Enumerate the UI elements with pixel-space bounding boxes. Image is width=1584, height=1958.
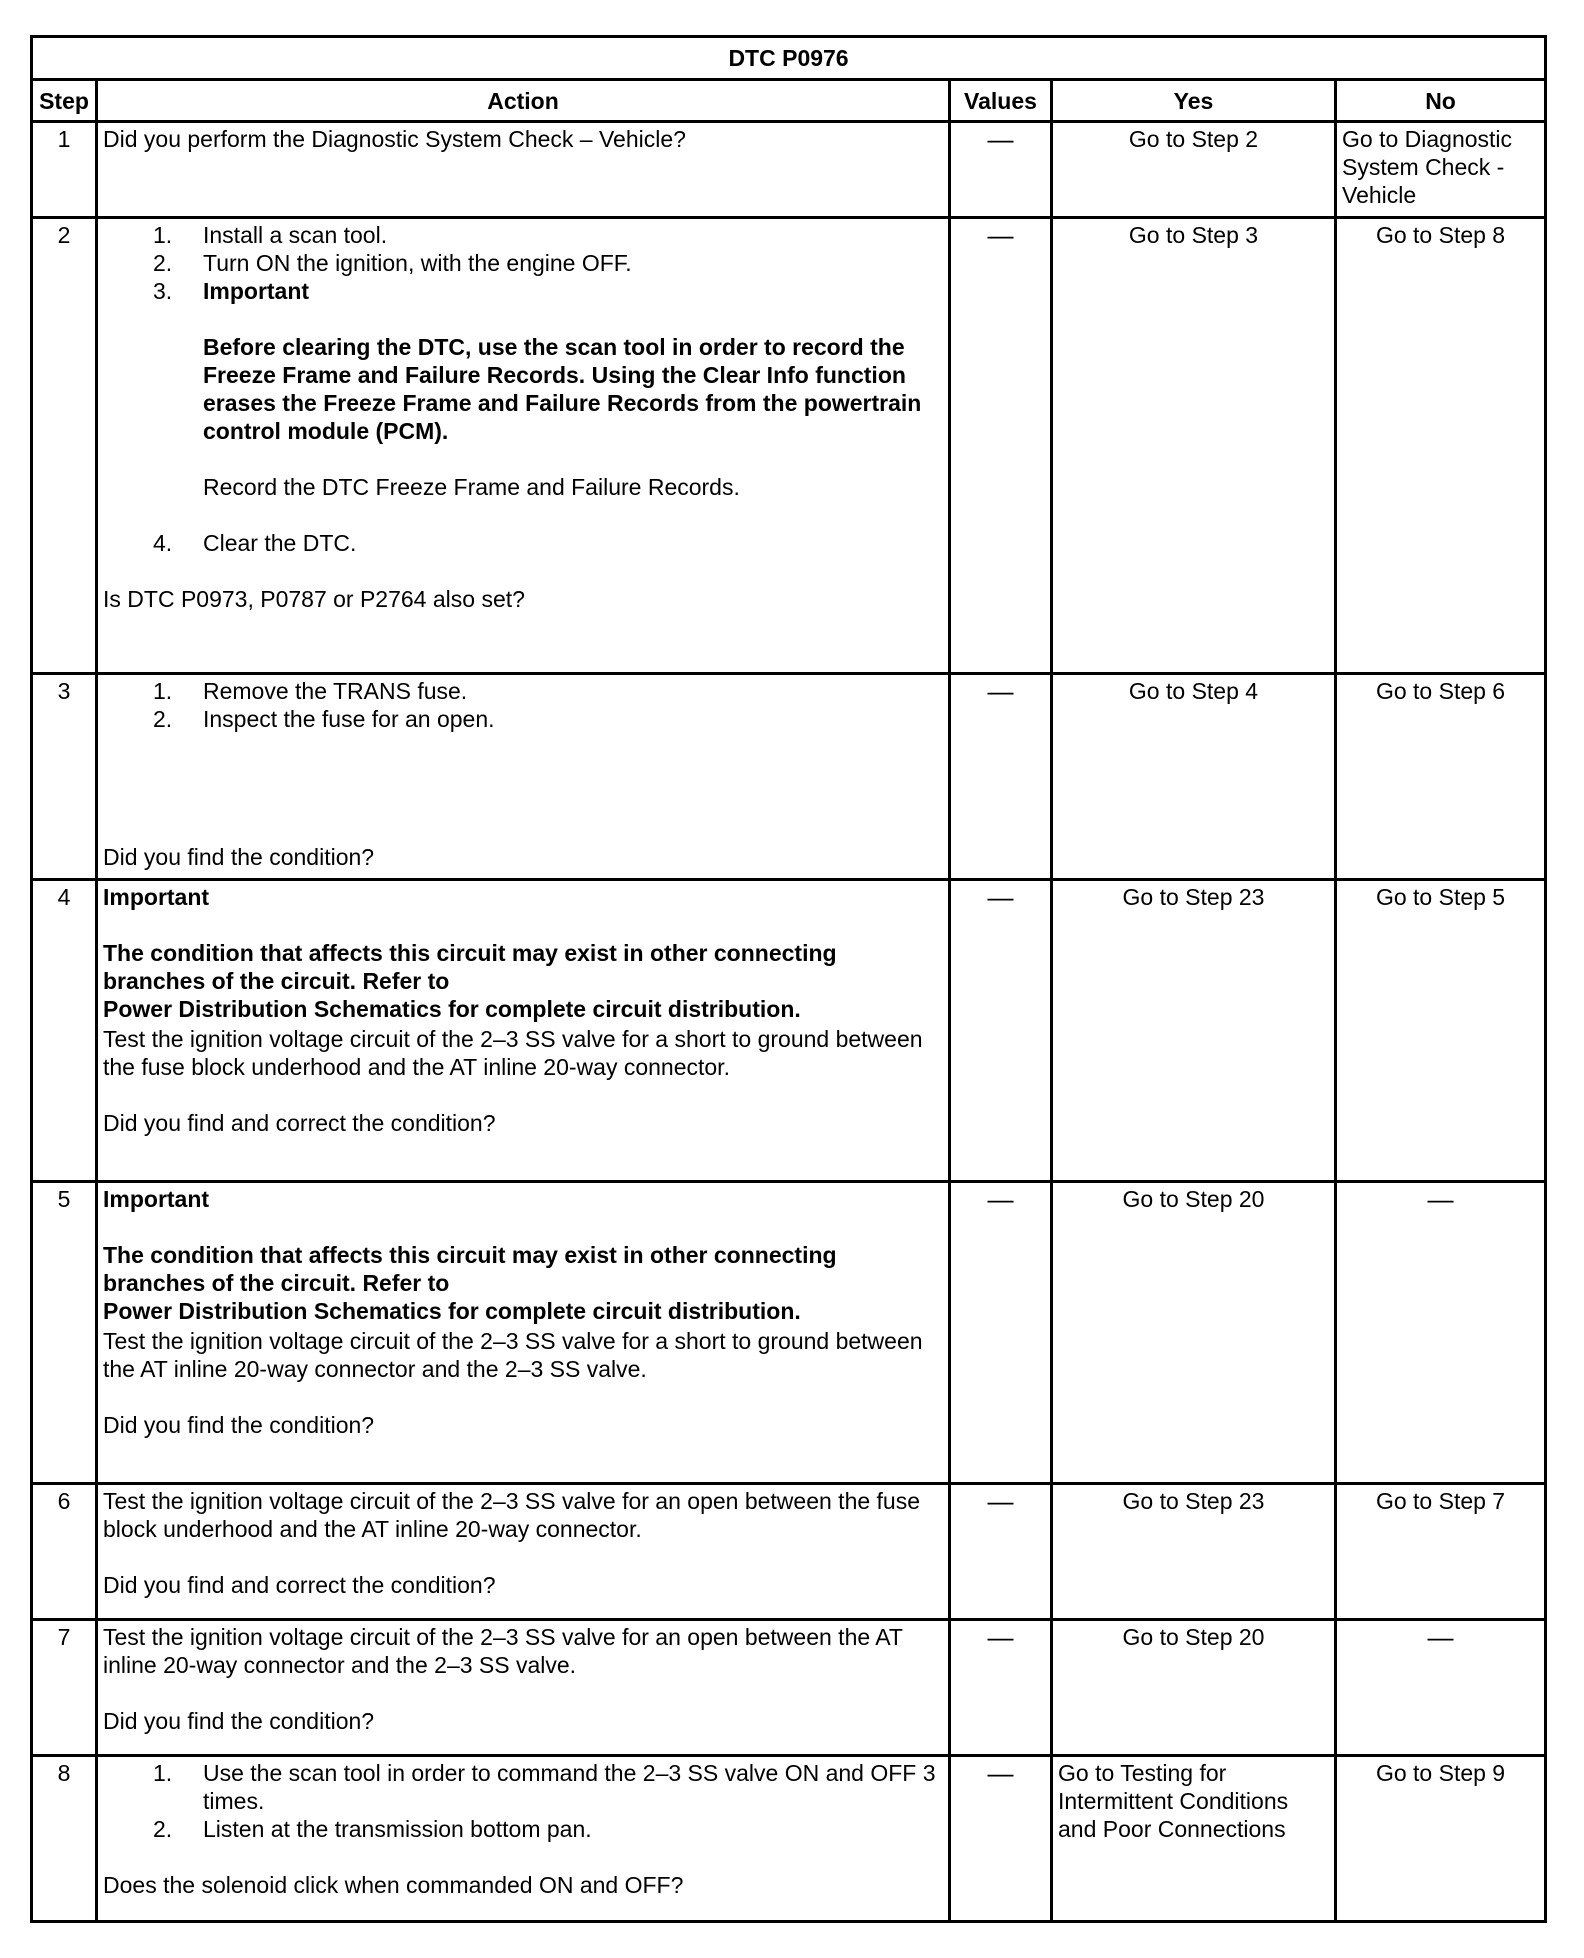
yes-link[interactable]: Go to Step 3	[1052, 218, 1336, 674]
action-list	[103, 1759, 943, 1843]
action-cell	[97, 674, 950, 880]
test-text: Test the ignition voltage circuit of the 2–3 SS valve for an open between the fuse block underhood and the AT inline 20-way connector.	[103, 1488, 921, 1542]
step-number: 5	[32, 1182, 97, 1484]
no-cell: —	[1336, 1620, 1546, 1756]
list-item: 2. Inspect the fuse for an open.	[153, 706, 495, 732]
list-item: 1. Remove the TRANS fuse.	[153, 678, 468, 704]
values-cell: —	[950, 1484, 1052, 1620]
table-row	[32, 218, 1546, 674]
header-action: Action	[97, 80, 950, 122]
action-cell	[97, 1484, 950, 1620]
record-text: Record the DTC Freeze Frame and Failure Records.	[203, 474, 740, 500]
yes-link[interactable]: Go to Step 20	[1052, 1182, 1336, 1484]
header-no: No	[1336, 80, 1546, 122]
test-text: Test the ignition voltage circuit of the 2–3 SS valve for a short to ground between the fuse block underhood and the AT inline 20-way connector.	[103, 1026, 923, 1080]
no-link[interactable]: Go to Step 7	[1336, 1484, 1546, 1620]
yes-link[interactable]: Go to Step 4	[1052, 674, 1336, 880]
no-cell: —	[1336, 1182, 1546, 1484]
table-row	[32, 1182, 1546, 1484]
table-row	[32, 1484, 1546, 1620]
values-cell: —	[950, 880, 1052, 1182]
important-text-2: Power Distribution Schematics for complete circuit distribution.	[103, 1298, 801, 1324]
action-list	[103, 221, 943, 557]
question-text: Did you find the condition?	[103, 844, 375, 870]
table-title: DTC P0976	[32, 37, 1546, 80]
question-text: Did you find and correct the condition?	[103, 1572, 496, 1598]
list-item: 2. Listen at the transmission bottom pan.	[153, 1816, 592, 1842]
important-text: The condition that affects this circuit may exist in other connecting branches of the circuit. Refer to	[103, 940, 837, 994]
important-label: Important	[103, 1186, 210, 1212]
header-row	[32, 80, 1546, 122]
no-link[interactable]: Go to Step 9	[1336, 1756, 1546, 1922]
values-cell: —	[950, 122, 1052, 218]
list-item: 1. Install a scan tool.	[153, 222, 388, 248]
yes-link[interactable]: Go to Testing for Intermittent Conditions and Poor Connections	[1052, 1756, 1336, 1922]
test-text: Test the ignition voltage circuit of the 2–3 SS valve for a short to ground between the AT inline 20-way connector and the 2–3 SS valve.	[103, 1328, 923, 1382]
no-link[interactable]: Go to Diagnostic System Check - Vehicle	[1336, 122, 1546, 218]
action-cell	[97, 1756, 950, 1922]
action-cell	[97, 1182, 950, 1484]
step-number: 7	[32, 1620, 97, 1756]
values-cell: —	[950, 1756, 1052, 1922]
yes-link[interactable]: Go to Step 23	[1052, 1484, 1336, 1620]
question-text: Is DTC P0973, P0787 or P2764 also set?	[103, 586, 525, 612]
table-row	[32, 1620, 1546, 1756]
question-text: Did you find and correct the condition?	[103, 1110, 496, 1136]
question-text: Does the solenoid click when commanded ON and OFF?	[103, 1872, 684, 1898]
action-list	[103, 677, 943, 733]
step-number: 6	[32, 1484, 97, 1620]
table-row	[32, 1756, 1546, 1922]
values-cell: —	[950, 674, 1052, 880]
header-step: Step	[32, 80, 97, 122]
list-item: 4. Clear the DTC.	[153, 530, 357, 556]
no-link[interactable]: Go to Step 5	[1336, 880, 1546, 1182]
important-text-2: Power Distribution Schematics for complete circuit distribution.	[103, 996, 801, 1022]
question-text: Did you find the condition?	[103, 1708, 375, 1734]
test-text: Test the ignition voltage circuit of the 2–3 SS valve for an open between the AT inline 20-way connector and the 2–3 SS valve.	[103, 1624, 903, 1678]
action-cell	[97, 880, 950, 1182]
values-cell: —	[950, 218, 1052, 674]
table-row	[32, 674, 1546, 880]
step-number: 2	[32, 218, 97, 674]
yes-link[interactable]: Go to Step 20	[1052, 1620, 1336, 1756]
yes-link[interactable]: Go to Step 2	[1052, 122, 1336, 218]
list-item: 3. Important Before clearing the DTC, use the scan tool in order to record the Freeze Frame and Failure Records. Using the Clear Info function erases the Freeze Frame and Failure Records from the powertrain control module (PCM). Record the DTC Freeze Frame and Failure Records.	[103, 277, 943, 529]
step-number: 1	[32, 122, 97, 218]
no-link[interactable]: Go to Step 6	[1336, 674, 1546, 880]
values-cell: —	[950, 1182, 1052, 1484]
yes-link[interactable]: Go to Step 23	[1052, 880, 1336, 1182]
list-item: 2. Turn ON the ignition, with the engine OFF.	[153, 250, 632, 276]
table-row	[32, 122, 1546, 218]
step-number: 3	[32, 674, 97, 880]
important-label: Important	[103, 884, 210, 910]
step-number: 4	[32, 880, 97, 1182]
list-item: 1. Use the scan tool in order to command the 2–3 SS valve ON and OFF 3 times.	[153, 1760, 936, 1814]
header-yes: Yes	[1052, 80, 1336, 122]
action-cell	[97, 1620, 950, 1756]
step-number: 8	[32, 1756, 97, 1922]
dtc-table	[30, 35, 1547, 1923]
action-cell	[97, 122, 950, 218]
question-text: Did you find the condition?	[103, 1412, 375, 1438]
values-cell: —	[950, 1620, 1052, 1756]
important-text: The condition that affects this circuit may exist in other connecting branches of the circuit. Refer to	[103, 1242, 837, 1296]
question-text: Did you perform the Diagnostic System Check – Vehicle?	[103, 126, 686, 152]
important-text: Before clearing the DTC, use the scan tool in order to record the Freeze Frame and Failure Records. Using the Clear Info function erases the Freeze Frame and Failure Records from the powertrain control module (PCM).	[203, 334, 922, 444]
no-link[interactable]: Go to Step 8	[1336, 218, 1546, 674]
table-row	[32, 880, 1546, 1182]
action-cell	[97, 218, 950, 674]
title-row	[32, 37, 1546, 80]
header-values: Values	[950, 80, 1052, 122]
